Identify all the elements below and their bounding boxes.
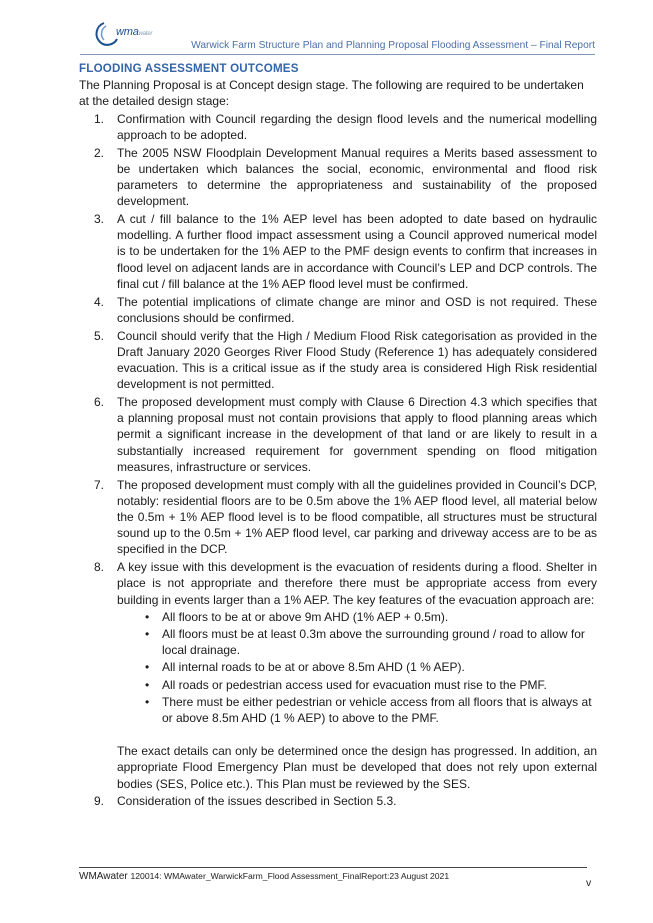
item-number: 9.	[94, 794, 105, 809]
bullet-text: There must be either pedestrian or vehicle access from all floors that is always at or above 8.5m AHD (1 % AEP) to above to the PMF.	[162, 694, 592, 726]
list-item	[79, 145, 597, 210]
item-number: 3.	[94, 212, 105, 227]
evacuation-features-list	[117, 609, 597, 726]
bullet-icon: •	[145, 627, 150, 642]
item-number: 8.	[94, 560, 105, 575]
list-item	[79, 477, 597, 558]
bullet-item	[117, 694, 597, 726]
item-text: The potential implications of climate change are minor and OSD is not required. These conclusions should be confirmed.	[117, 294, 597, 325]
item-text: The 2005 NSW Floodplain Development Manual requires a Merits based assessment to be undertaken which balances the social, economic, environmental and flood risk parameters to determine the appropriateness and sustainability of the proposed development.	[117, 145, 597, 209]
list-item	[79, 111, 597, 143]
page-header	[80, 14, 595, 56]
bullet-icon: •	[145, 660, 150, 675]
list-item	[79, 328, 597, 393]
bullet-item	[117, 677, 597, 693]
bullet-icon: •	[145, 694, 150, 709]
item-text: Council should verify that the High / Medium Flood Risk categorisation as provided in the Draft January 2020 Georges River Flood Study (Reference 1) has adequately considered evacuation. This is a critical issue as if the study area is considered High Risk residential development is not permitted.	[117, 328, 597, 392]
wma-logo	[90, 20, 190, 48]
item-text: The proposed development must comply with Clause 6 Direction 4.3 which specifies that a planning proposal must not contain provisions that apply to flood planning areas which permit a significant increase in the development of that land or are likely to result in a substantially increased requirement for government spending on flood mitigation measures, infrastructure or services.	[117, 395, 597, 474]
item8-followup-paragraph: The exact details can only be determined once the design has progressed. In addition, an appropriate Flood Emergency Plan must be developed that does not rely upon external bodies (SES, Police etc.). This Plan must be reviewed by the SES.	[117, 744, 597, 791]
document-body	[79, 60, 597, 811]
item-number: 7.	[94, 477, 105, 492]
page-number: v	[586, 877, 592, 889]
document-title: Warwick Farm Structure Plan and Planning Proposal Flooding Assessment – Final Report	[191, 40, 595, 51]
item-number: 2.	[94, 145, 105, 160]
bullet-text: All floors to be at or above 9m AHD (1% AEP + 0.5m).	[162, 609, 449, 624]
section-heading: FLOODING ASSESSMENT OUTCOMES	[79, 62, 299, 75]
item-number: 1.	[94, 111, 105, 126]
list-item	[79, 394, 597, 475]
item-text: A cut / fill balance to the 1% AEP level has been adopted to date based on hydraulic modelling. A further flood impact assessment using a Council approved numerical model is to be undertaken for the 1% AEP to the PMF design events to confirm that increases in flood level on adjacent lands are in accordance with Council’s LEP and DCP controls. The final cut / fill balance at the 1% AEP flood level must be confirmed.	[117, 212, 597, 291]
bullet-icon: •	[145, 609, 150, 624]
list-item	[79, 793, 597, 809]
bullet-icon: •	[145, 677, 150, 692]
item-text: Confirmation with Council regarding the design flood levels and the numerical modelling approach to be adopted.	[117, 111, 597, 142]
bullet-item	[117, 609, 597, 625]
header-divider	[80, 54, 595, 55]
logo-subtext: water	[138, 31, 153, 37]
item-number: 5.	[94, 328, 105, 343]
list-item	[79, 211, 597, 292]
item-number: 4.	[94, 294, 105, 309]
footer-reference	[79, 871, 449, 882]
item-text: The proposed development must comply with all the guidelines provided in Council’s DCP, notably: residential floors are to be 0.5m above the 1% AEP flood level, all material below the 0.5m + 1% AEP flood level is to be flood compatible, all structures must be structural sound up to the 0.5m + 1% AEP flood level, car parking and driveway access are to be as specified in the DCP.	[117, 477, 597, 557]
bullet-item	[117, 659, 597, 675]
item-number: 6.	[94, 395, 105, 410]
bullet-item	[117, 626, 597, 658]
bullet-text: All floors must be at least 0.3m above the surrounding ground / road to allow for local drainage.	[162, 627, 585, 658]
footer-ref-text: 120014: WMAwater_WarwickFarm_Flood Assessment_FinalReport:23 August 2021	[130, 871, 450, 881]
bullet-text: All roads or pedestrian access used for evacuation must rise to the PMF.	[162, 677, 547, 692]
requirements-list	[79, 111, 597, 810]
intro-paragraph: The Planning Proposal is at Concept design stage. The following are required to be undertaken at the detailed design stage:	[79, 78, 584, 109]
footer-company: WMAwater	[79, 871, 128, 882]
footer-divider	[79, 867, 587, 868]
item-text: A key issue with this development is the evacuation of residents during a flood. Shelter in place is not appropriate and therefore there must be appropriate access from every building in events larger than a 1% AEP. The key features of the evacuation approach are:	[117, 560, 597, 607]
list-item	[79, 294, 597, 326]
logo-text: wmawater	[116, 26, 153, 38]
bullet-text: All internal roads to be at or above 8.5m AHD (1 % AEP).	[162, 660, 465, 675]
item-text: Consideration of the issues described in Section 5.3.	[117, 794, 397, 809]
list-item	[79, 559, 597, 792]
